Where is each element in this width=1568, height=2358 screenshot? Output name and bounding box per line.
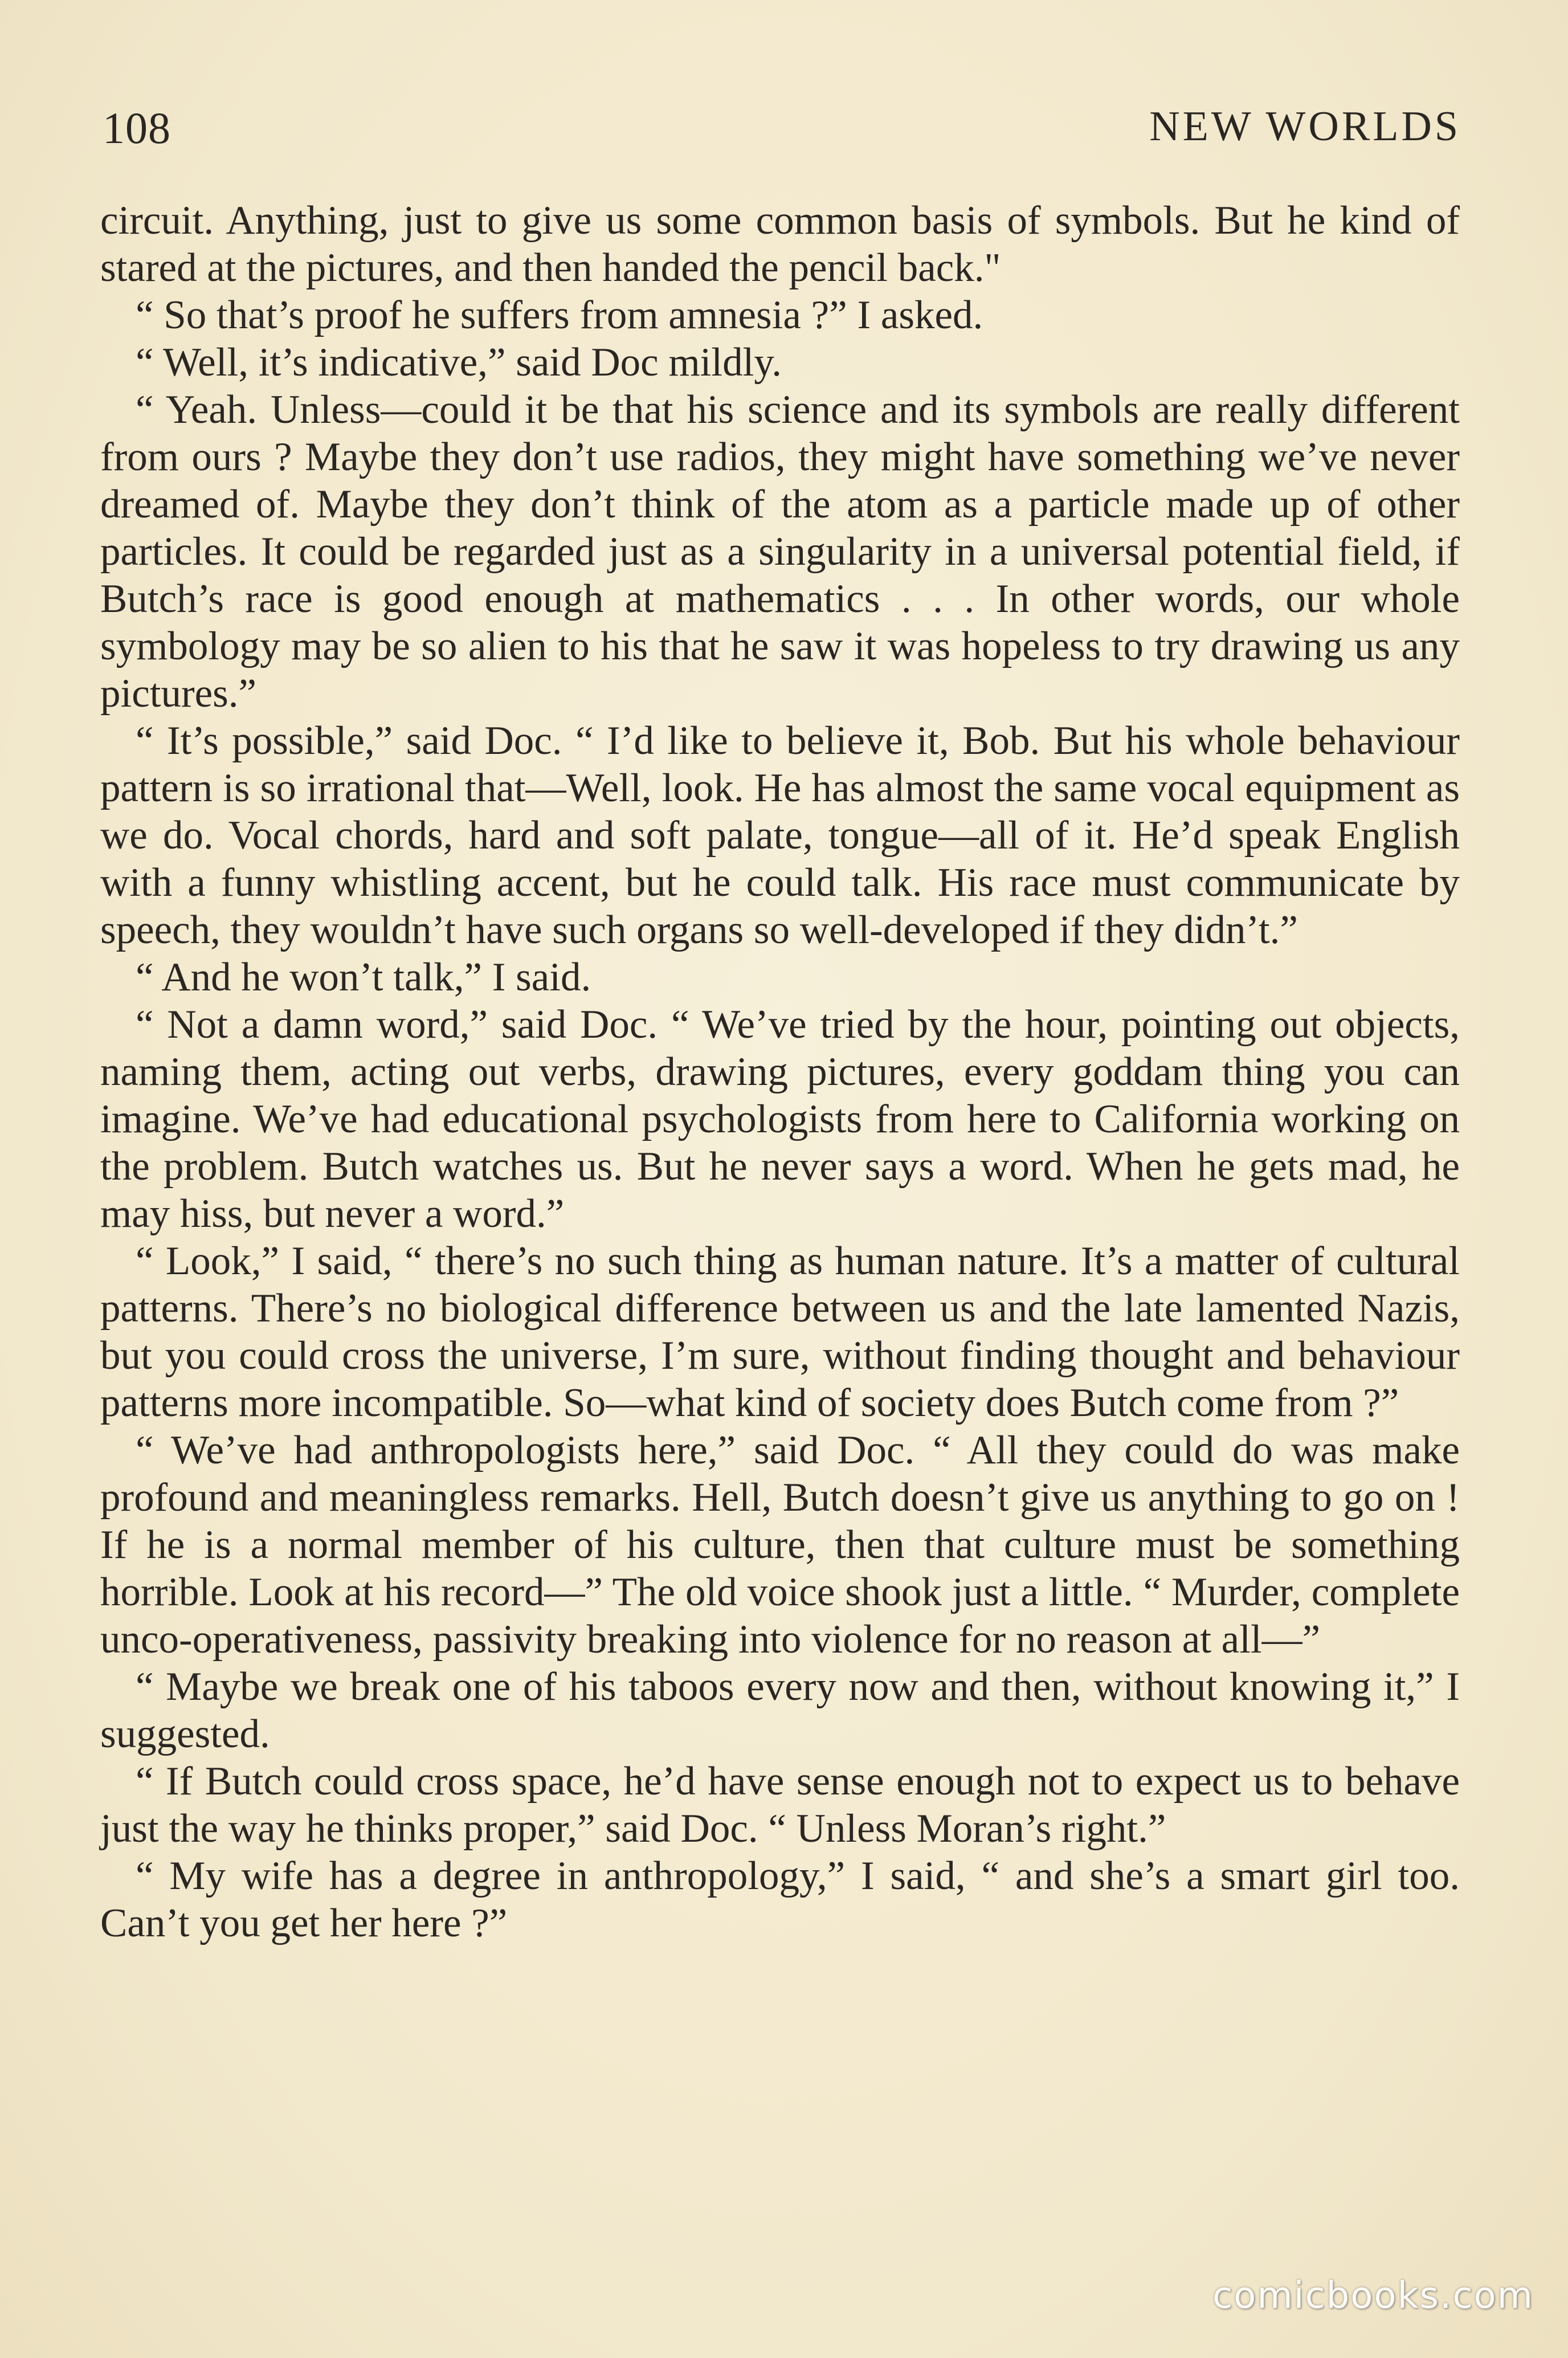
- paragraph: “ Maybe we break one of his taboos every now and then, without knowing it,” I suggested.: [100, 1665, 1460, 1756]
- running-head: NEW WORLDS: [1149, 103, 1461, 150]
- paragraph: “ So that’s proof he suffers from amnesia ?” I asked.: [136, 293, 983, 337]
- paragraph: “ And he won’t talk,” I said.: [136, 955, 591, 1000]
- paragraph: circuit. Anything, just to give us some common basis of symbols. But he kind of stared at the pictures, and then handed the pencil back.": [100, 198, 1460, 290]
- paragraph: “ It’s possible,” said Doc. “ I’d like to believe it, Bob. But his whole behaviour pattern is so irrational that—Well, look. He has almost the same vocal equipment as we do. Vocal chords, hard and soft palate, tongue—all of it. He’d speak English with a funny whistling accent, but he could talk. His race must communicate by speech, they wouldn’t have such organs so well-developed if they didn’t.”: [100, 719, 1460, 952]
- paragraph: “ If Butch could cross space, he’d have sense enough not to expect us to behave just the way he thinks proper,” said Doc. “ Unless Moran’s right.”: [100, 1759, 1460, 1851]
- paragraph: “ Well, it’s indicative,” said Doc mildly.: [136, 340, 782, 385]
- paragraph: “ Yeah. Unless—could it be that his science and its symbols are really different from ours ? Maybe they don’t use radios, they might have something we’ve never dreamed of. Maybe they don’t think of the atom as a particle made up of other particles. It could be regarded just as a singularity in a universal potential field, if Butch’s race is good enough at mathematics . . . In other words, our whole symbology may be so alien to his that he saw it was hopeless to try drawing us any pictures.”: [100, 387, 1460, 716]
- paragraph: “ My wife has a degree in anthropology,” I said, “ and she’s a smart girl too. Can’t you get her here ?”: [100, 1854, 1460, 1945]
- paragraph: “ Not a damn word,” said Doc. “ We’ve tried by the hour, pointing out objects, naming them, acting out verbs, drawing pictures, every goddam thing you can imagine. We’ve had educational psychologists from here to California working on the problem. Butch watches us. But he never says a word. When he gets mad, he may hiss, but never a word.”: [100, 1002, 1460, 1236]
- paragraph: “ We’ve had anthropologists here,” said Doc. “ All they could do was make profound and meaningless remarks. Hell, Butch doesn’t give us anything to go on ! If he is a normal member of his culture, then that culture must be something horrible. Look at his record—” The old voice shook just a little. “ Murder, complete unco-operativeness, passivity breaking into violence for no reason at all—”: [100, 1428, 1460, 1662]
- watermark: comicbooks.com: [1212, 2275, 1534, 2317]
- body-text: [100, 197, 1460, 1947]
- page-header: [103, 103, 1461, 171]
- paragraph: “ Look,” I said, “ there’s no such thing as human nature. It’s a matter of cultural patterns. There’s no biological difference between us and the late lamented Nazis, but you could cross the universe, I’m sure, without finding thought and behaviour patterns more incompatible. So—what kind of society does Butch come from ?”: [100, 1239, 1460, 1425]
- page-number: 108: [103, 103, 171, 153]
